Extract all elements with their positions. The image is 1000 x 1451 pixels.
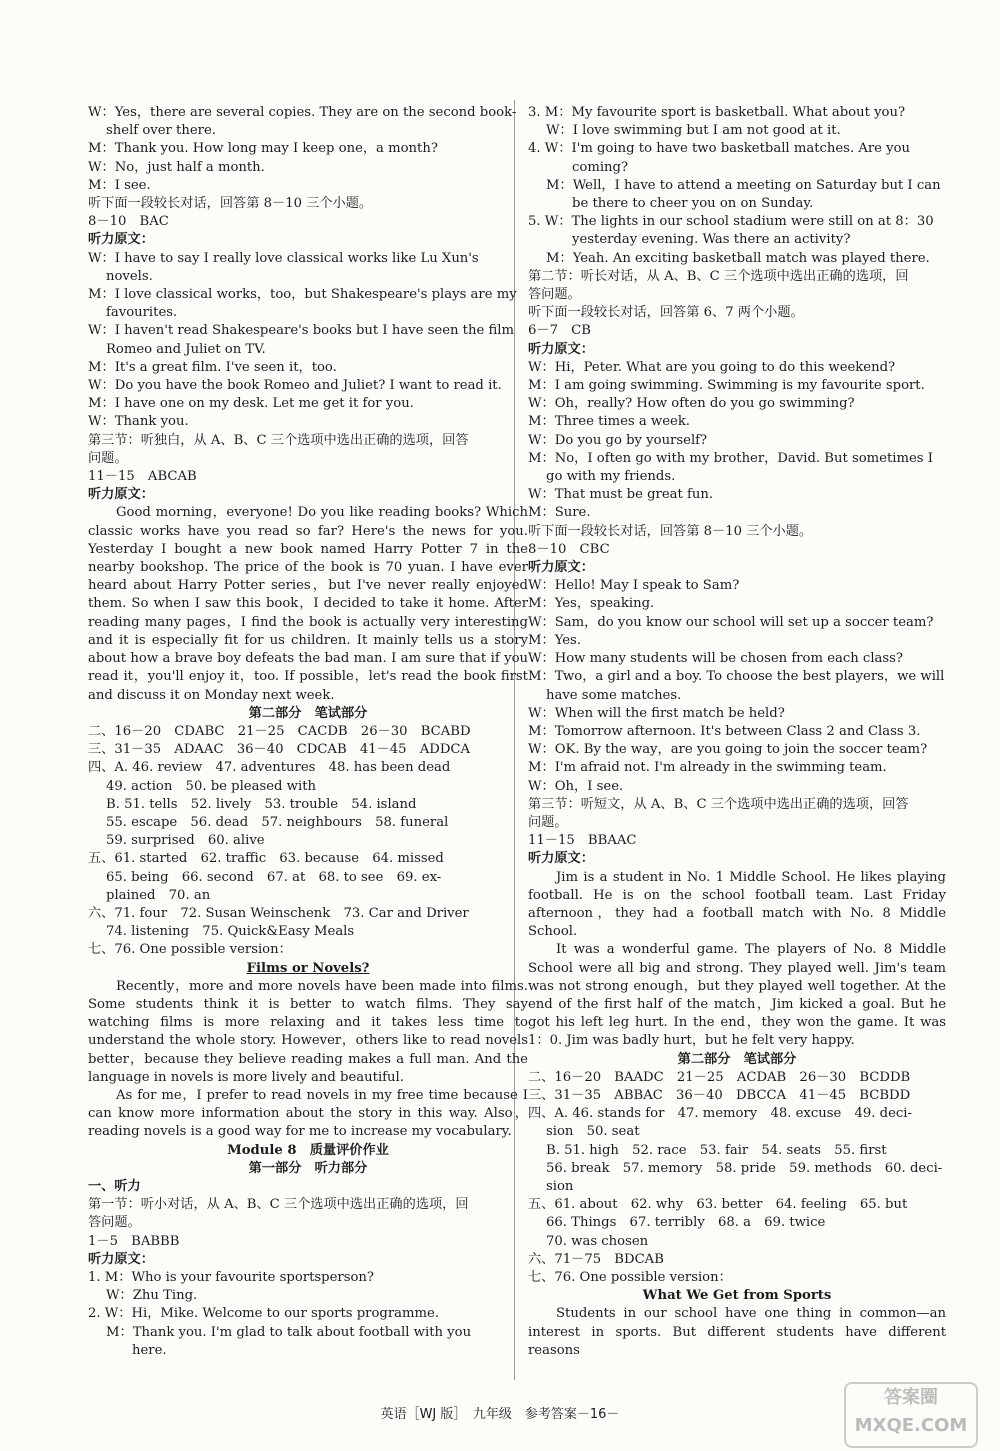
- right-column-line: 第二部分 笔试部分: [677, 1051, 797, 1067]
- right-column-line: M：Two，a girl and a boy. To choose the best players，we will: [528, 669, 945, 685]
- right-column-line: 第三节：听短文，从 A、B、C 三个选项中选出正确的选项，回答: [528, 796, 909, 812]
- right-column-line: W：Hello! May I speak to Sam?: [528, 578, 740, 594]
- right-column-line: 问题。: [528, 814, 568, 830]
- right-column-line: 听下面一段较长对话，回答第 6、7 两个小题。: [528, 305, 804, 321]
- page-footer: 英语［WJ 版］ 九年级 参考答案－16－: [380, 1407, 620, 1422]
- right-column-line: W：Oh，I see.: [528, 778, 624, 794]
- left-column-line: novels.: [106, 268, 153, 284]
- left-column-line: W：Zhu Ting.: [106, 1288, 198, 1304]
- left-column-line: 1－5 BABBB: [88, 1233, 180, 1249]
- right-column-line: 听力原文：: [528, 851, 594, 867]
- right-column-line: M：I'm afraid not. I'm already in the swimming team.: [528, 760, 887, 776]
- right-column-line: M：Sure.: [528, 505, 591, 521]
- left-column-line: 问题。: [88, 450, 128, 466]
- right-column-line: M：No，I often go with my brother，David. But sometimes I: [528, 450, 933, 466]
- left-column-line: B. 51. tells 52. lively 53. trouble 54. island: [106, 796, 417, 812]
- right-column-line: M：Three times a week.: [528, 414, 691, 430]
- right-column-line: W：How many students will be chosen from each class?: [528, 651, 904, 667]
- left-column-line: 65. being 66. second 67. at 68. to see 69. ex-: [106, 869, 442, 885]
- right-column-line: Students in our school have one thing in common—an interest in sports. But different students have different reasons: [528, 1306, 946, 1358]
- right-column-line: 三、31－35 ABBAC 36－40 DBCCA 41－45 BCBDD: [528, 1087, 911, 1103]
- right-column-line: What We Get from Sports: [642, 1288, 832, 1304]
- right-column-line: W：I love swimming but I am not good at it.: [546, 123, 841, 139]
- left-column-line: Films or Novels?: [246, 960, 370, 976]
- right-column-line: sion: [546, 1178, 574, 1194]
- right-column-line: M：Tomorrow afternoon. It's between Class 2 and Class 3.: [528, 723, 921, 739]
- left-column-line: 55. escape 56. dead 57. neighbours 58. funeral: [106, 814, 449, 830]
- left-column-line: Good morning，everyone! Do you like reading books? Which classic works have you read so far? Here's the news for you. Yesterday I bought a new book named Harry Potter 7 in the nearby bookshop. The price of the book is 70 yuan. I have ever heard about Harry Potter series，but I've never really enjoyed them. So when I saw this book，I decided to take it home. After reading many pages，I find the book is actually very interesting and it is especially fit for us children. It mainly tells us a story about how a brave boy defeats the bad man. I am sure that if you read it，you'll enjoy it，too. If possible，let's read the book first and discuss it on Monday next week.: [88, 505, 528, 703]
- right-column-line: be there to cheer you on on Sunday.: [572, 196, 814, 212]
- left-column-line: shelf over there.: [106, 123, 216, 139]
- left-column-line: 第一节：听小对话，从 A、B、C 三个选项中选出正确的选项，回: [88, 1197, 469, 1213]
- right-column-line: yesterday evening. Was there an activity?: [572, 232, 851, 248]
- left-column-line: 第二部分 笔试部分: [248, 705, 368, 721]
- right-column-line: have some matches.: [546, 687, 682, 703]
- right-column-line: sion 50. seat: [546, 1124, 640, 1140]
- left-column-line: favourites.: [106, 305, 178, 321]
- right-column-line: W：Sam，do you know our school will set up a soccer team?: [528, 614, 934, 630]
- left-column-line: 1. M：Who is your favourite sportsperson?: [88, 1270, 374, 1285]
- right-column-line: 5. W：The lights in our school stadium were still on at 8：30: [528, 214, 934, 230]
- left-column-line: 49. action 50. be pleased with: [106, 778, 316, 794]
- right-column-line: W：When will the first match be held?: [528, 705, 785, 721]
- left-column-line: 答问题。: [88, 1215, 141, 1231]
- right-column-line: M：I am going swimming. Swimming is my favourite sport.: [528, 378, 925, 394]
- left-column-line: 8－10 BAC: [88, 214, 169, 230]
- right-column-line: 4. W：I'm going to have two basketball matches. Are you: [528, 141, 911, 157]
- right-column-line: coming?: [572, 159, 629, 175]
- right-column-line: 8－10 CBC: [528, 541, 610, 557]
- left-column-line: 听下面一段较长对话，回答第 8－10 三个小题。: [88, 196, 373, 212]
- left-column-line: W：Thank you.: [88, 414, 189, 430]
- right-column-line: 五、61. about 62. why 63. better 64. feeling 65. but: [528, 1197, 908, 1213]
- right-column-line: M：Yes，speaking.: [528, 596, 655, 612]
- right-column-line: W：Oh，really? How often do you go swimming?: [528, 396, 855, 412]
- right-column-line: 答问题。: [528, 287, 581, 303]
- left-column-line: 一、听力: [88, 1178, 141, 1194]
- left-column-line: M：Thank you. I'm glad to talk about football with you: [106, 1324, 472, 1340]
- left-column-line: M：Thank you. How long may I keep one，a month?: [88, 141, 438, 157]
- right-column-line: B. 51. high 52. race 53. fair 54. seats 55. first: [546, 1142, 887, 1158]
- right-column-line: 11－15 BBAAC: [528, 833, 637, 849]
- left-column-line: W：Do you have the book Romeo and Juliet? I want to read it.: [88, 378, 502, 394]
- right-column-line: W：OK. By the way，are you going to join the soccer team?: [528, 742, 928, 758]
- right-column-line: M：Yeah. An exciting basketball match was played there.: [546, 250, 930, 266]
- right-column-line: W：Do you go by yourself?: [528, 432, 708, 448]
- left-column-line: 听力原文：: [88, 487, 154, 503]
- right-column-line: 听力原文：: [528, 341, 594, 357]
- right-column-line: go with my friends.: [546, 469, 676, 485]
- left-column-line: 听力原文：: [88, 1251, 154, 1267]
- watermark-logo: 答案圈 MXQE.COM: [844, 1382, 978, 1448]
- left-column-line: M：It's a great film. I've seen it，too.: [88, 359, 337, 375]
- left-column-line: Recently，more and more novels have been made into films. Some students think it is better to watch films. They say watching films is more relaxing and it takes less time to understand the whole story. However，others like to read novels better，because they believe reading makes a full man. And the language in novels is more lively and beautiful.: [88, 978, 528, 1085]
- left-column-line: 11－15 ABCAB: [88, 469, 197, 485]
- right-column-line: 七、76. One possible version：: [528, 1270, 732, 1285]
- left-column-line: W：No，just half a month.: [88, 159, 265, 175]
- right-column-line: W：Hi，Peter. What are you going to do this weekend?: [528, 359, 896, 375]
- right-column-line: 六、71－75 BDCAB: [528, 1251, 664, 1267]
- left-column-line: here.: [132, 1342, 167, 1358]
- left-column-line: M：I love classical works，too，but Shakespeare's plays are my: [88, 287, 517, 303]
- right-column-line: Jim is a student in No. 1 Middle School. He likes playing football. He is on the school football team. Last Friday afternoon，they had a football match with No. 8 Middle School.: [528, 869, 946, 940]
- left-column-line: 五、61. started 62. traffic 63. because 64. missed: [88, 851, 444, 867]
- left-column-line: M：I have one on my desk. Let me get it for you.: [88, 396, 414, 412]
- left-column-line: W：I haven't read Shakespeare's books but I have seen the film: [88, 323, 514, 339]
- right-column-line: M：Yes.: [528, 632, 582, 648]
- left-column-line: 三、31－35 ADAAC 36－40 CDCAB 41－45 ADDCA: [88, 742, 471, 758]
- right-column-line: 听力原文：: [528, 560, 594, 576]
- right-column-line: 3. M：My favourite sport is basketball. What about you?: [528, 105, 906, 120]
- left-column-line: 二、16－20 CDABC 21－25 CACDB 26－30 BCABD: [88, 723, 471, 739]
- right-column-line: 四、A. 46. stands for 47. memory 48. excuse 49. deci-: [528, 1106, 912, 1122]
- right-column-line: 听下面一段较长对话，回答第 8－10 三个小题。: [528, 523, 813, 539]
- left-column-line: 59. surprised 60. alive: [106, 833, 265, 849]
- left-column: [88, 104, 528, 1360]
- right-column-line: M：Well，I have to attend a meeting on Saturday but I can: [546, 177, 941, 193]
- right-column-line: 二、16－20 BAADC 21－25 ACDAB 26－30 BCDDB: [528, 1069, 911, 1085]
- left-column-line: Romeo and Juliet on TV.: [106, 341, 266, 357]
- left-column-line: 74. listening 75. Quick&Easy Meals: [106, 924, 355, 940]
- left-column-line: 六、71. four 72. Susan Weinschenk 73. Car and Driver: [88, 905, 469, 921]
- right-column-line: 第二节：听长对话，从 A、B、C 三个选项中选出正确的选项，回: [528, 268, 909, 284]
- right-column-line: 6－7 CB: [528, 323, 591, 339]
- left-column-line: As for me，I prefer to read novels in my free time because I can know more information about the story in this way. Also，reading novels is a good way for me to increase my vocabulary.: [88, 1087, 528, 1140]
- left-column-line: plained 70. an: [106, 887, 211, 903]
- right-column-line: It was a wonderful game. The players of No. 8 Middle School were all big and strong. They played well. Jim's team was not strong enough，but they played well together. At the end of the first half of the match，Jim kicked a goal. But he got his left leg hurt. In the end，they won the game. It was 1：0. Jim was badly hurt，but he felt very happy.: [528, 942, 946, 1049]
- right-column-line: 56. break 57. memory 58. pride 59. methods 60. deci-: [546, 1160, 943, 1176]
- left-column-line: W：I have to say I really love classical works like Lu Xun's: [88, 250, 479, 266]
- left-column-line: 听力原文：: [88, 232, 154, 248]
- left-column-line: Module 8 质量评价作业: [227, 1142, 389, 1158]
- left-column-line: W：Yes，there are several copies. They are on the second book-: [88, 105, 517, 120]
- left-column-line: 七、76. One possible version：: [88, 942, 292, 958]
- right-column: [528, 104, 946, 1360]
- left-column-line: 第一部分 听力部分: [248, 1160, 368, 1176]
- right-column-line: 66. Things 67. terribly 68. a 69. twice: [546, 1215, 826, 1231]
- right-column-line: W：That must be great fun.: [528, 487, 714, 503]
- left-column-line: 第三节：听独白，从 A、B、C 三个选项中选出正确的选项，回答: [88, 432, 469, 448]
- left-column-line: 四、A. 46. review 47. adventures 48. has been dead: [88, 760, 451, 776]
- left-column-line: M：I see.: [88, 177, 151, 193]
- right-column-line: 70. was chosen: [546, 1233, 649, 1249]
- left-column-line: 2. W：Hi，Mike. Welcome to our sports programme.: [88, 1306, 440, 1322]
